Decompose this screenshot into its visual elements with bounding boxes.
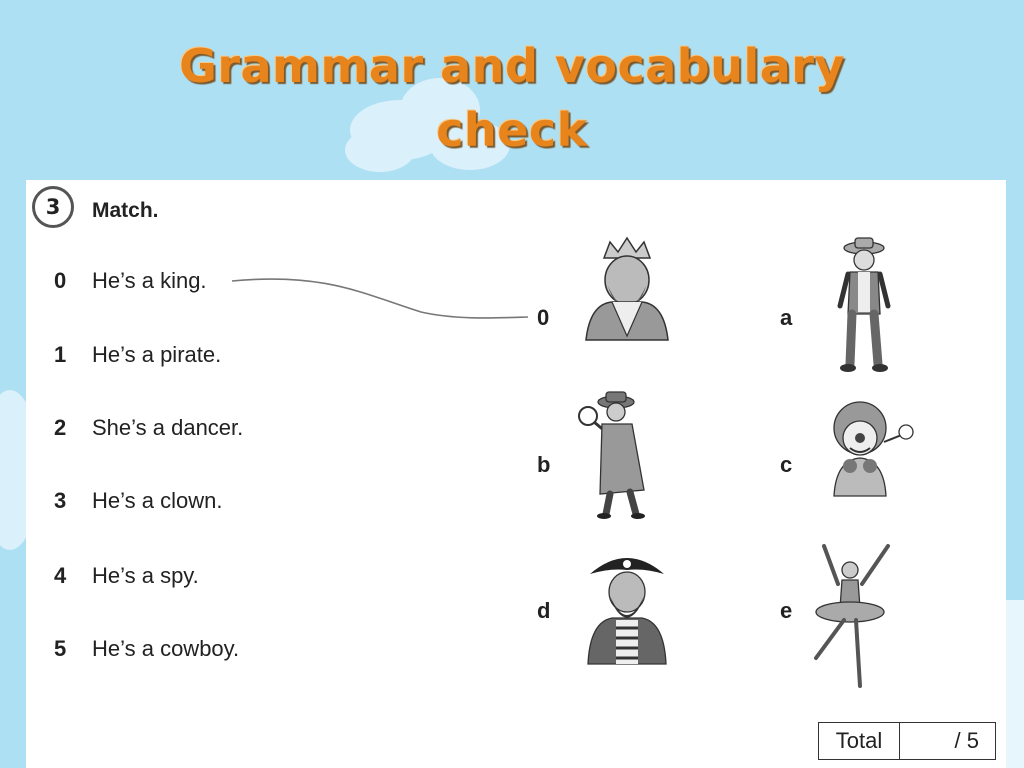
picture-label: d [537,598,551,623]
sentence-number: 0 [54,268,67,293]
title-line-1: Grammar and vocabulary [179,39,845,93]
sentence-text: He’s a pirate. [92,342,222,367]
cowboy-icon [834,236,898,376]
sentence-text: He’s a clown. [92,488,223,513]
sentence-item [54,636,239,662]
sentence-item [54,342,221,368]
spy-icon [572,390,658,520]
total-value: / 5 [954,728,979,753]
page-title [100,34,924,162]
title-line-2: check [436,103,588,157]
sentence-number: 5 [54,636,67,661]
king-icon [582,236,672,342]
sentence-number: 1 [54,342,67,367]
clown-icon [826,400,918,500]
sentence-item [54,488,222,514]
total-score-box [818,722,996,760]
sentence-text: She’s a dancer. [92,415,244,440]
worksheet [26,180,1006,768]
picture-label: c [780,452,793,477]
picture-label: b [537,452,551,477]
picture-label: 0 [537,305,550,330]
pirate-icon [584,548,670,666]
dancer-icon [806,540,906,690]
sentence-item [54,268,207,294]
total-label: Total [819,723,900,759]
sentence-text: He’s a king. [92,268,207,293]
picture-label: a [780,305,793,330]
sentence-item [54,415,243,441]
sentence-text: He’s a spy. [92,563,199,588]
sentence-item [54,563,199,589]
picture-label: e [780,598,793,623]
sentence-text: He’s a cowboy. [92,636,240,661]
sentence-number: 3 [54,488,67,513]
sentence-number: 2 [54,415,67,440]
exercise-instruction: Match. [92,199,159,222]
exercise-number-badge: 3 [32,186,74,228]
sentence-number: 4 [54,563,67,588]
